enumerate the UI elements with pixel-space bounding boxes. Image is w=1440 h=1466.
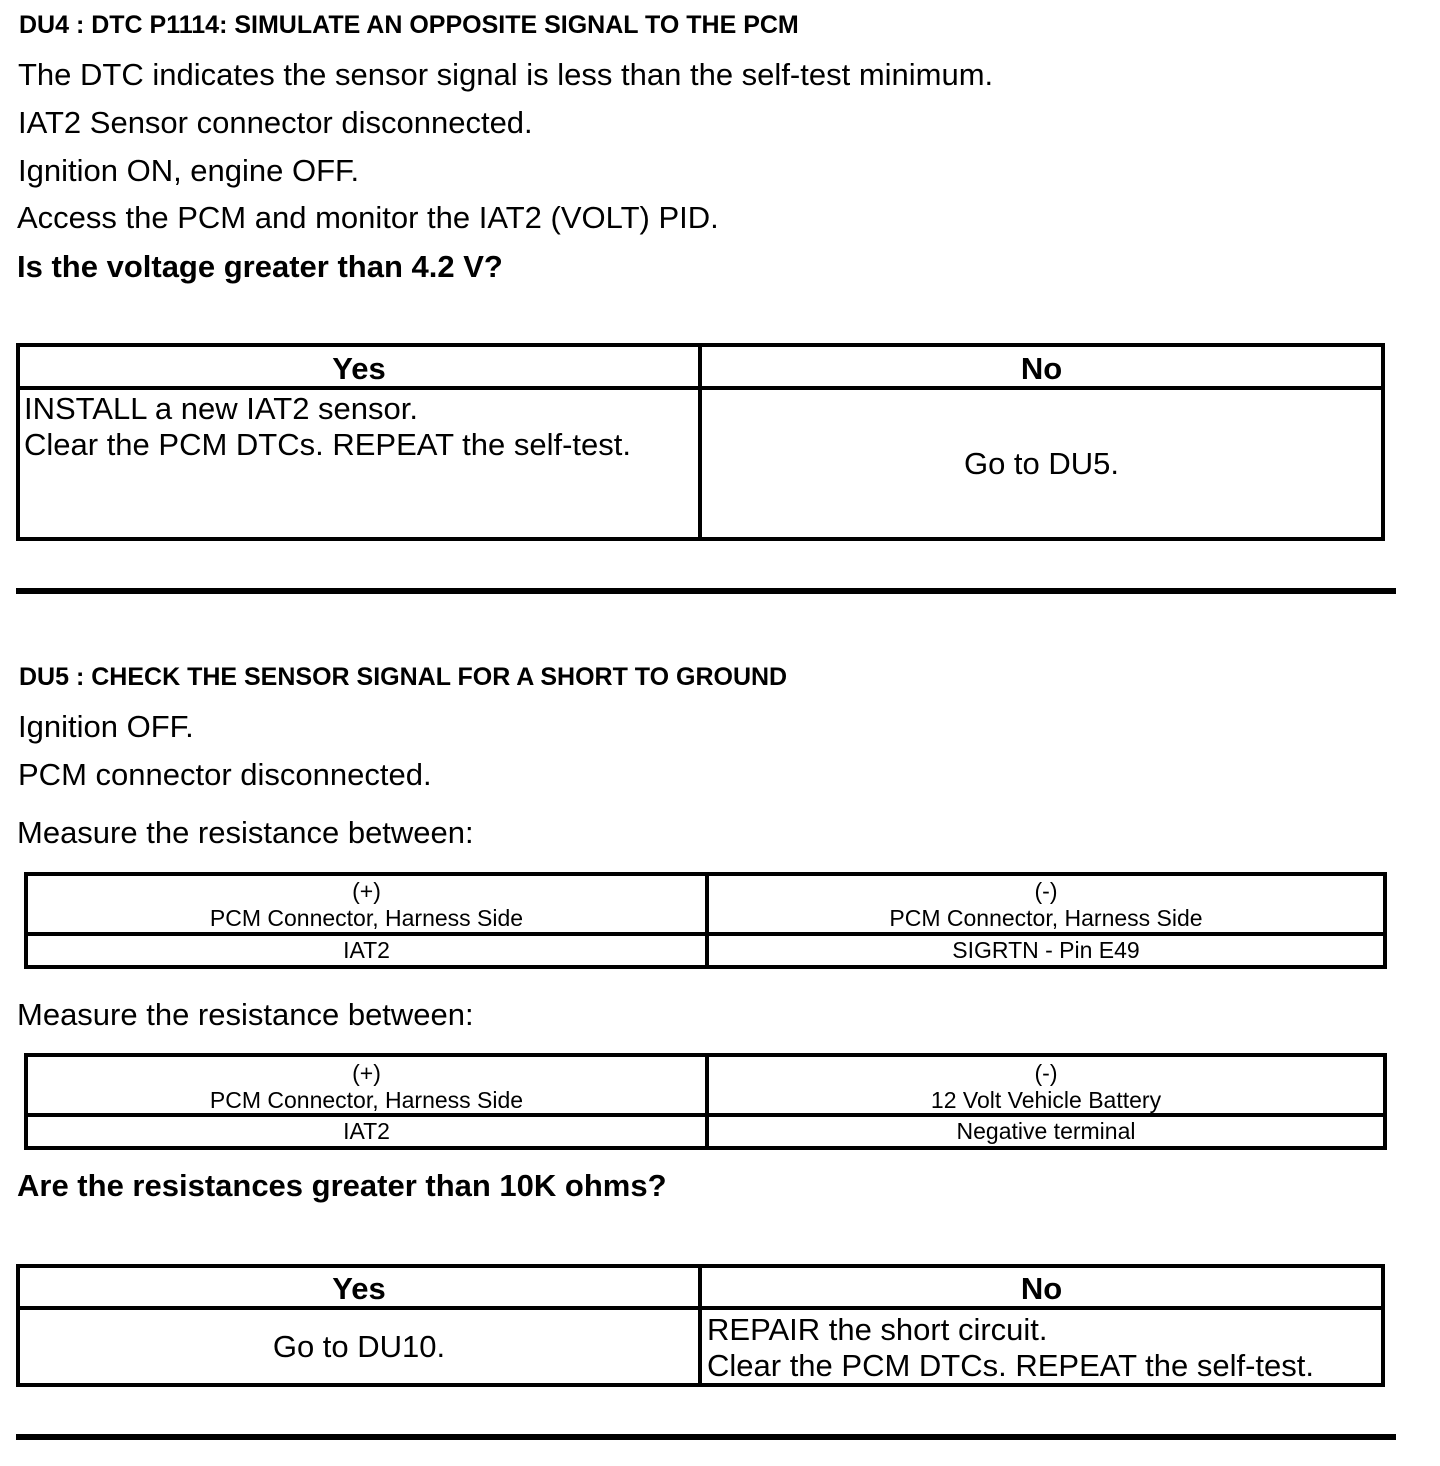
section-divider-2	[16, 1434, 1396, 1440]
measure-table-2-plus-symbol: (+)	[352, 1060, 381, 1086]
measure-table-1-plus-value: IAT2	[343, 937, 390, 963]
measure-table-1-header-rule	[28, 932, 1383, 936]
du5-line-ignition: Ignition OFF.	[18, 709, 194, 744]
du5-measure-label-1: Measure the resistance between:	[17, 815, 474, 850]
du4-line-connector: IAT2 Sensor connector disconnected.	[18, 105, 533, 140]
measure-table-2-minus-header	[709, 1060, 1383, 1114]
measure-table-2-minus-symbol: (-)	[1034, 1060, 1058, 1086]
du5-measure-label-2: Measure the resistance between:	[17, 997, 474, 1032]
du5-yes-text: Go to DU10.	[272, 1328, 446, 1364]
measure-table-1-minus-symbol: (-)	[1034, 878, 1058, 904]
du4-no-text: Go to DU5.	[963, 445, 1120, 481]
du5-question: Are the resistances greater than 10K ohms?	[17, 1168, 667, 1203]
measure-table-1-minus-value: SIGRTN - Pin E49	[952, 937, 1140, 963]
measure-table-2-plus-value: IAT2	[343, 1118, 390, 1144]
measure-table-2-plus-label: PCM Connector, Harness Side	[209, 1087, 524, 1113]
du4-yes-header: Yes	[332, 351, 386, 386]
du4-yes-cell	[24, 391, 631, 463]
measure-table-2-minus-label: 12 Volt Vehicle Battery	[930, 1087, 1162, 1113]
measure-table-1-minus-label: PCM Connector, Harness Side	[889, 905, 1203, 931]
measure-table-2-plus-header	[28, 1060, 705, 1114]
du4-line-dtc: The DTC indicates the sensor signal is less than the self-test minimum.	[18, 57, 994, 92]
du4-line-ignition: Ignition ON, engine OFF.	[18, 153, 360, 188]
du5-no-line-repair: REPAIR the short circuit.	[707, 1312, 1048, 1347]
du4-question: Is the voltage greater than 4.2 V?	[17, 249, 503, 284]
du5-yes-header: Yes	[332, 1271, 386, 1306]
du4-yes-line-install: INSTALL a new IAT2 sensor.	[24, 391, 418, 426]
du5-no-line-clear: Clear the PCM DTCs. REPEAT the self-test.	[707, 1348, 1314, 1383]
section-divider-1	[16, 588, 1396, 594]
du5-yes-cell	[20, 1310, 698, 1383]
du4-yes-line-clear: Clear the PCM DTCs. REPEAT the self-test.	[24, 427, 631, 462]
du5-measure-table-1	[24, 872, 1387, 969]
du4-line-access: Access the PCM and monitor the IAT2 (VOLT) PID.	[17, 200, 719, 235]
du5-no-cell	[707, 1312, 1314, 1384]
measure-table-1-plus-label: PCM Connector, Harness Side	[209, 905, 524, 931]
du4-no-header: No	[1020, 351, 1063, 386]
measure-table-2-minus-value: Negative terminal	[956, 1118, 1136, 1144]
du5-result-table	[16, 1264, 1385, 1387]
du5-no-header: No	[1020, 1271, 1063, 1306]
du5-heading: DU5 : CHECK THE SENSOR SIGNAL FOR A SHORT TO GROUND	[19, 663, 788, 691]
measure-table-1-plus-symbol: (+)	[352, 878, 381, 904]
du5-measure-table-2	[24, 1053, 1387, 1150]
du5-line-connector: PCM connector disconnected.	[18, 757, 432, 792]
du4-heading: DU4 : DTC P1114: SIMULATE AN OPPOSITE SIGNAL TO THE PCM	[19, 11, 799, 39]
measure-table-1-minus-header	[709, 878, 1383, 932]
measure-table-1-plus-header	[28, 878, 705, 932]
du4-no-cell	[702, 390, 1381, 537]
du4-result-table	[16, 343, 1385, 541]
